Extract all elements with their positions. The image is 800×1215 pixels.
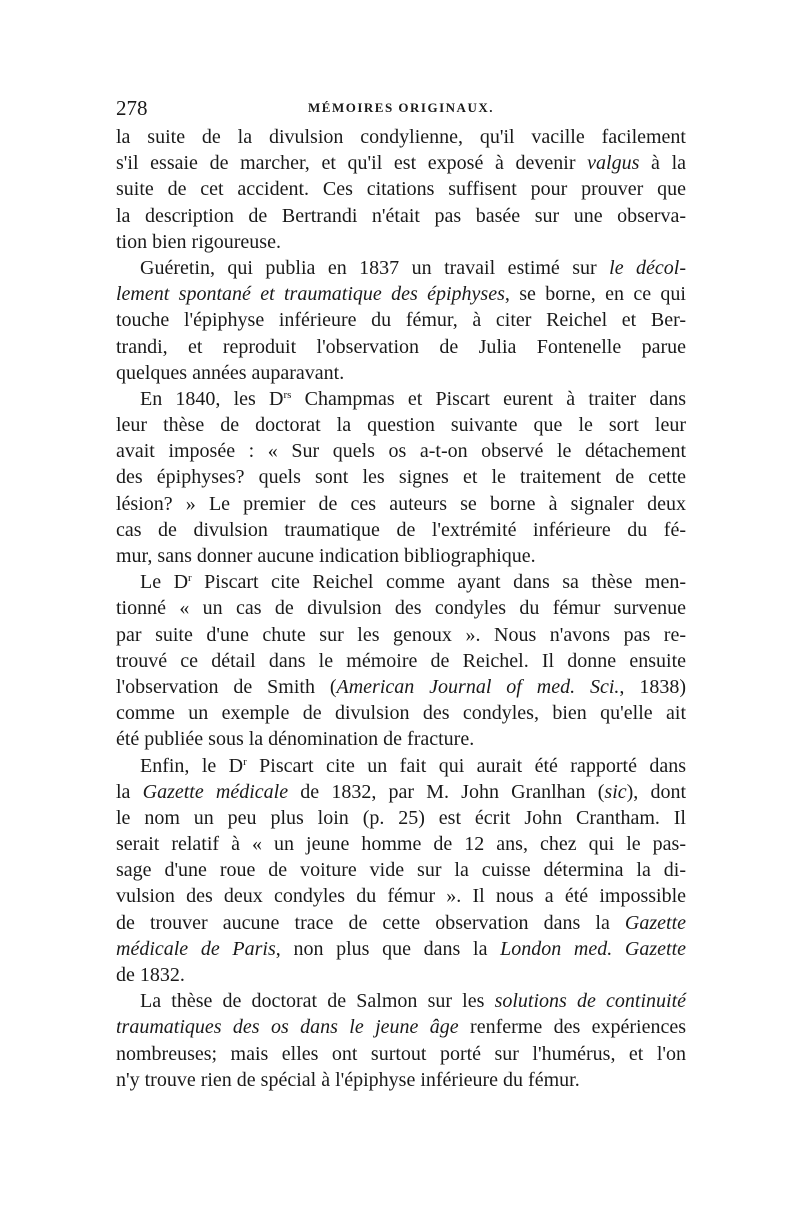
text-line: été publiée sous la dénomination de fracture.: [116, 728, 475, 751]
text-line: En 1840, les $D^{rs}$ Champmas et Piscart eurent à traiter dans: [140, 387, 686, 410]
text-line: tionné « un cas de divulsion des condyles du fémur survenue: [116, 597, 686, 620]
text-line: médicale de Paris, non plus que dans la London med. Gazette: [116, 937, 687, 960]
body-text: [116, 124, 686, 1093]
text-line: quelques années auparavant.: [116, 361, 345, 384]
text-line: La thèse de doctorat de Salmon sur les solutions de continuité: [140, 990, 687, 1013]
page-number: 278: [116, 96, 148, 120]
text-line: de trouver aucune trace de cette observation dans la Gazette: [116, 911, 686, 934]
text-line: l'observation de Smith (American Journal of med. Sci., 1838): [116, 675, 686, 698]
text-line: vulsion des deux condyles du fémur ». Il nous a été impossible: [116, 885, 686, 908]
text-line: lésion? » Le premier de ces auteurs se borne à signaler deux: [116, 492, 686, 515]
text-line: la suite de la divulsion condylienne, qu'il vacille facilement: [116, 126, 686, 148]
text-line: s'il essaie de marcher, et qu'il est exposé à devenir valgus à la: [116, 152, 686, 175]
text-line: avait imposée : « Sur quels os a-t-on observé le détachement: [116, 440, 686, 463]
text-line: par suite d'une chute sur les genoux ». Nous n'avons pas re-: [116, 623, 686, 646]
text-line: lement spontané et traumatique des épiphyses, se borne, en ce qui: [116, 283, 686, 306]
text-line: sage d'une roue de voiture vide sur la cuisse détermina la di-: [116, 859, 686, 882]
text-line: trandi, et reproduit l'observation de Julia Fontenelle parue: [116, 335, 686, 358]
text-line: Enfin, le $D^r$ Piscart cite un fait qui aurait été rapporté dans: [140, 754, 686, 777]
text-line: le nom un peu plus loin (p. 25) est écrit John Crantham. Il: [116, 806, 686, 829]
text-line: cas de divulsion traumatique de l'extrémité inférieure du fé-: [116, 518, 686, 541]
text-line: Le $D^r$ Piscart cite Reichel comme ayant dans sa thèse men-: [140, 571, 686, 594]
text-line: trouvé ce détail dans le mémoire de Reichel. Il donne ensuite: [116, 649, 686, 672]
text-line: des épiphyses? quels sont les signes et le traitement de cette: [116, 466, 686, 489]
text-line: la description de Bertrandi n'était pas basée sur une observa-: [116, 204, 686, 227]
text-line: leur thèse de doctorat la question suivante que le sort leur: [116, 414, 686, 437]
page-header: [116, 96, 686, 122]
text-line: traumatiques des os dans le jeune âge renferme des expériences: [116, 1016, 686, 1039]
text-line: tion bien rigoureuse.: [116, 230, 281, 253]
text-line: la Gazette médicale de 1832, par M. John Granlhan (sic), dont: [116, 780, 687, 803]
text-line: n'y trouve rien de spécial à l'épiphyse inférieure du fémur.: [116, 1068, 580, 1091]
text-line: comme un exemple de divulsion des condyles, bien qu'elle ait: [116, 702, 686, 725]
text-line: nombreuses; mais elles ont surtout porté sur l'humérus, et l'on: [116, 1042, 686, 1065]
text-line: touche l'épiphyse inférieure du fémur, à citer Reichel et Ber-: [116, 309, 686, 332]
text-line: mur, sans donner aucune indication bibliographique.: [116, 545, 536, 567]
text-line: Guéretin, qui publia en 1837 un travail estimé sur le décol-: [140, 256, 686, 279]
text-line: de 1832.: [116, 964, 185, 986]
running-head: MÉMOIRES ORIGINAUX.: [308, 100, 494, 115]
text-line: serait relatif à « un jeune homme de 12 ans, chez qui le pas-: [116, 833, 686, 856]
text-line: suite de cet accident. Ces citations suffisent pour prouver que: [116, 178, 686, 201]
